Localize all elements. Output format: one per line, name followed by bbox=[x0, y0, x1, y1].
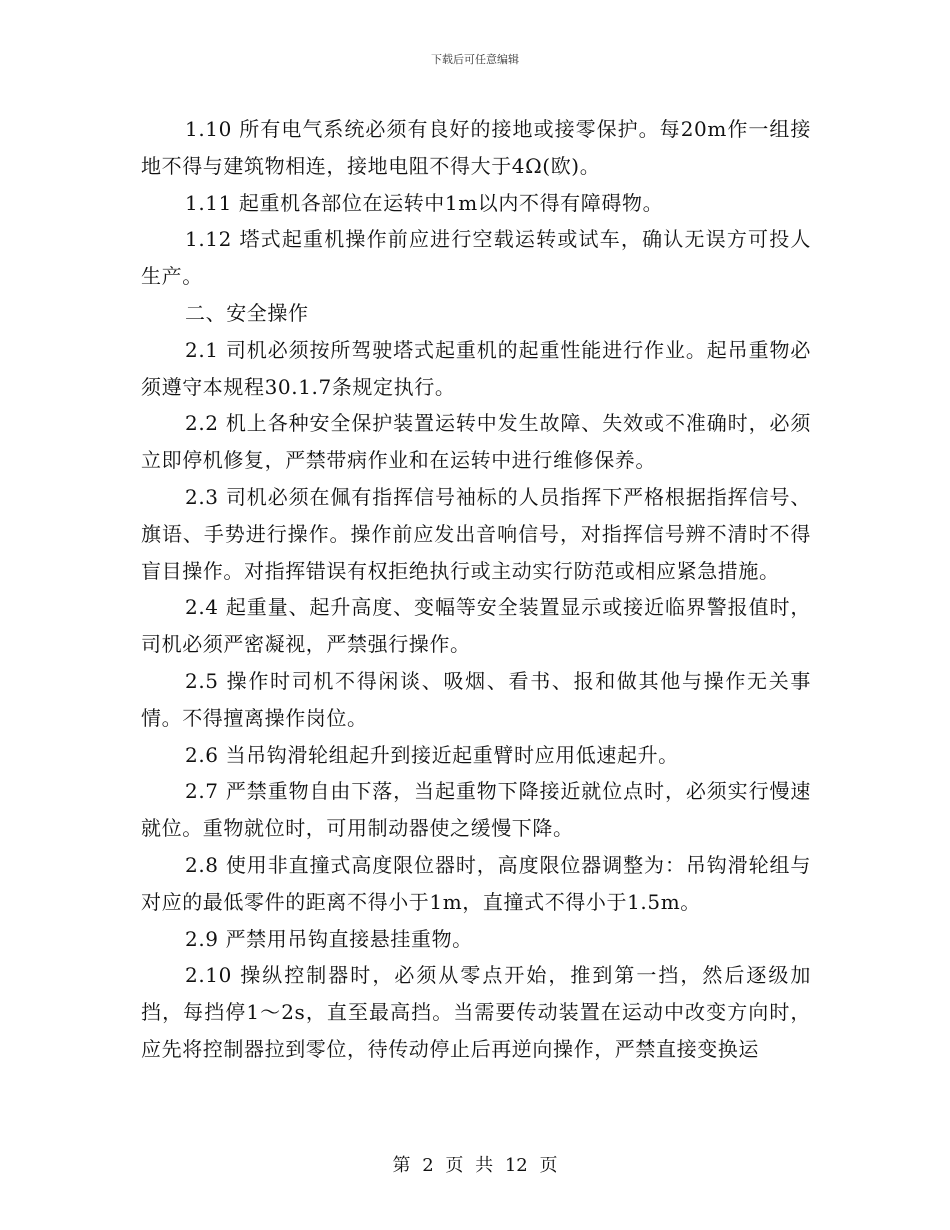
page-header: 下载后可任意编辑 bbox=[431, 53, 519, 66]
paragraph-2-1: 2.1 司机必须按所驾驶塔式起重机的起重性能进行作业。起吊重物必须遵守本规程30.1.7条规定执行。 bbox=[141, 337, 811, 399]
document-body bbox=[141, 111, 811, 1068]
page-number-footer: 第 2 页 共 12 页 bbox=[392, 1155, 558, 1176]
section-heading-safe-operation: 二、安全操作 bbox=[185, 300, 309, 325]
paragraph-2-4: 2.4 起重量、起升高度、变幅等安全装置显示或接近临界警报值时，司机必须严密凝视，严禁强行操作。 bbox=[141, 595, 811, 657]
paragraph-2-6: 2.6 当吊钩滑轮组起升到接近起重臂时应用低速起升。 bbox=[185, 742, 679, 767]
paragraph-1-10: 1.10 所有电气系统必须有良好的接地或接零保护。每20m作一组接地不得与建筑物相连，接地电阻不得大于4Ω(欧)。 bbox=[141, 117, 811, 178]
paragraph-2-9: 2.9 严禁用吊钩直接悬挂重物。 bbox=[185, 926, 473, 951]
paragraph-1-11: 1.11 起重机各部位在运转中1m以内不得有障碍物。 bbox=[185, 190, 664, 215]
paragraph-2-5: 2.5 操作时司机不得闲谈、吸烟、看书、报和做其他与操作无关事情。不得擅离操作岗位。 bbox=[141, 668, 811, 730]
paragraph-2-3: 2.3 司机必须在佩有指挥信号袖标的人员指挥下严格根据指挥信号、旗语、手势进行操作。操作前应发出音响信号，对指挥信号辨不清时不得盲目操作。对指挥错误有权拒绝执行或主动实行防范或相应紧急措施。 bbox=[141, 484, 811, 583]
paragraph-1-12: 1.12 塔式起重机操作前应进行空载运转或试车，确认无误方可投人生产。 bbox=[141, 227, 811, 289]
paragraph-2-10: 2.10 操纵控制器时，必须从零点开始，推到第一挡，然后逐级加挡，每挡停1～2s，直至最高挡。当需要传动装置在运动中改变方向时，应先将控制器拉到零位，待传动停止后再逆向操作，严禁直接变换运 bbox=[141, 963, 811, 1061]
paragraph-2-2: 2.2 机上各种安全保护装置运转中发生故障、失效或不准确时，必须立即停机修复，严禁带病作业和在运转中进行维修保养。 bbox=[141, 411, 811, 473]
paragraph-2-8: 2.8 使用非直撞式高度限位器时，高度限位器调整为：吊钩滑轮组与对应的最低零件的距离不得小于1m，直撞式不得小于1.5m。 bbox=[141, 852, 811, 914]
paragraph-2-7: 2.7 严禁重物自由下落，当起重物下降接近就位点时，必须实行慢速就位。重物就位时，可用制动器使之缓慢下降。 bbox=[141, 779, 811, 841]
